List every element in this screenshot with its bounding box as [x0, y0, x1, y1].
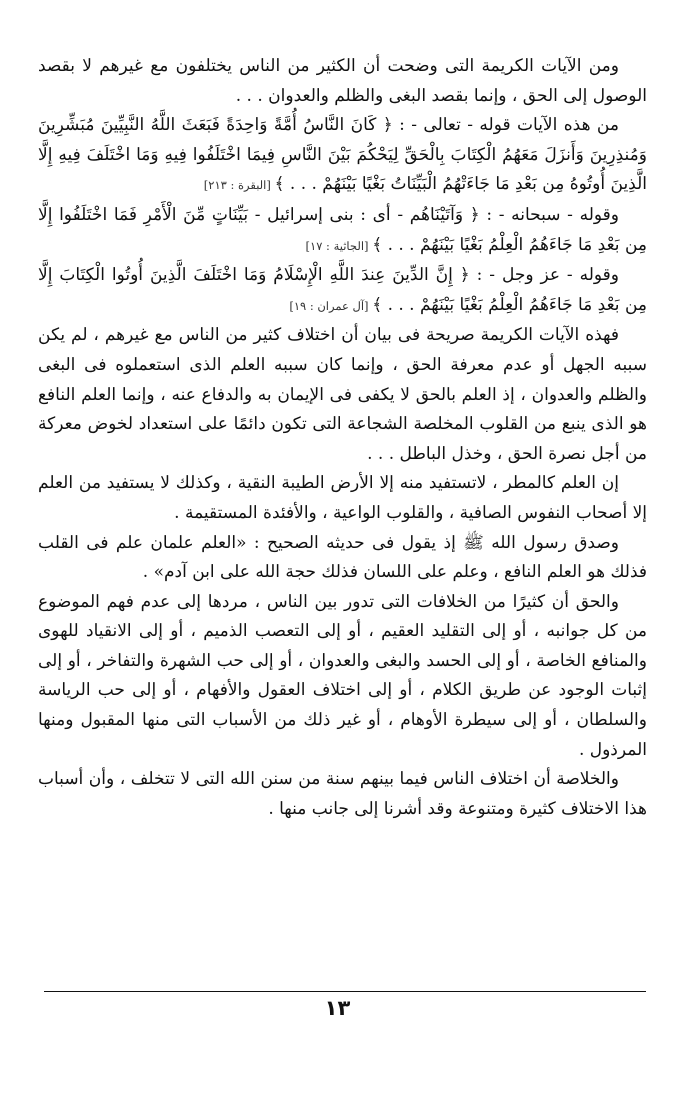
paragraph-text: إن العلم كالمطر ، لاتستفيد منه إلا الأرض الطيبة النقية ، وكذلك لا يستفيد من العلم إلا أصحاب النفوس الصافية ، والقلوب الواعية ، والأفئدة المستقيمة .	[38, 473, 647, 523]
quran-verse: ﴿ إِنَّ الدِّينَ عِندَ اللَّهِ الْإِسْلَامُ وَمَا اخْتَلَفَ الَّذِينَ أُوتُوا الْكِتَابَ إِلَّا مِن بَعْدِ مَا جَاءَهُمُ الْعِلْمُ بَغْيًا بَيْنَهُمْ . . . ﴾	[38, 265, 647, 315]
quran-verse: ﴿ وَآتَيْنَاهُم - أى : بنى إسرائيل - بَيِّنَاتٍ مِّنَ الْأَمْرِ فَمَا اخْتَلَفُوا إِلَّا مِن بَعْدِ مَا جَاءَهُمُ الْعِلْمُ بَغْيًا بَيْنَهُمْ . . . ﴾	[38, 204, 647, 255]
paragraph-text: وقوله - سبحانه - :	[479, 204, 619, 225]
paragraph-2	[38, 111, 647, 201]
paragraph-8	[38, 588, 647, 766]
paragraph-text: والحق أن كثيرًا من الخلافات التى تدور بين الناس ، مردها إلى عدم فهم الموضوع من كل جوانبه ، أو إلى التقليد العقيم ، أو إلى التعصب الذميم ، أو إلى الانقياد للهوى والمنافع الخاصة ، أو إلى الحسد والبغى والعدوان ، أو إلى حب الشهرة والتفاخر ، أو إلى إثبات الوجود عن طريق الكلام ، أو إلى اختلاف العقول والأفهام ، أو إلى حب الرياسة والسلطان ، أو إلى سيطرة الأوهام ، أو غير ذلك من الأسباب التى منها المقبول ومنها المرذول .	[38, 591, 647, 760]
paragraph-3	[38, 201, 647, 261]
paragraph-5	[38, 321, 647, 469]
paragraph-6	[38, 469, 647, 528]
body-text	[38, 52, 647, 824]
paragraph-text: من هذه الآيات قوله - تعالى - :	[392, 115, 619, 136]
paragraph-text: وصدق رسول الله ﷺ إذ يقول فى حديثه الصحيح : «العلم علمان علم فى القلب فذلك هو العلم النافع ، وعلم على اللسان فذلك حجة الله على ابن آدم» .	[38, 532, 647, 583]
verse-reference: [الجاثية : ١٧]	[305, 238, 373, 253]
paragraph-text: ومن الآيات الكريمة التى وضحت أن الكثير من الناس يختلفون مع غيرهم لا بقصد الوصول إلى الحق ، وإنما بقصد البغى والظلم والعدوان . . .	[38, 56, 647, 106]
verse-reference: [آل عمران : ١٩]	[289, 298, 373, 313]
paragraph-7	[38, 529, 647, 588]
page-number: ١٣	[324, 996, 351, 1020]
paragraph-4	[38, 261, 647, 321]
paragraph-text: فهذه الآيات الكريمة صريحة فى بيان أن اختلاف كثير من الناس مع غيرهم ، لم يكن سببه الجهل أو عدم معرفة الحق ، وإنما كان سببه العلم الذى استعملوه فى البغى والظلم والعدوان ، إذ العلم بالحق لا يكفى فى الإيمان به والدفاع عنه ، وإنما العلم النافع هو الذى ينبع من القلوب المخلصة الشجاعة التى تكون دائمًا على استعداد لخوض معركة من أجل نصرة الحق ، وخذل الباطل . . .	[38, 325, 647, 464]
paragraph-text: والخلاصة أن اختلاف الناس فيما بينهم سنة من سنن الله التى لا تتخلف ، وأن أسباب هذا الاختلاف كثيرة ومتنوعة وقد أشرنا إلى جانب منها .	[38, 769, 647, 819]
paragraph-9	[38, 765, 647, 824]
paragraph-1	[38, 52, 647, 111]
paragraph-text: وقوله - عز وجل - :	[469, 265, 619, 286]
quran-verse: ﴿ كَانَ النَّاسُ أُمَّةً وَاحِدَةً فَبَعَثَ اللَّهُ النَّبِيِّينَ مُبَشِّرِينَ وَمُنذِرِينَ وَأَنزَلَ مَعَهُمُ الْكِتَابَ بِالْحَقِّ لِيَحْكُمَ بَيْنَ النَّاسِ فِيمَا اخْتَلَفُوا فِيهِ وَمَا اخْتَلَفَ فِيهِ إِلَّا الَّذِينَ أُوتُوهُ مِن بَعْدِ مَا جَاءَتْهُمُ الْبَيِّنَاتُ بَغْيًا بَيْنَهُمْ . . . ﴾	[38, 115, 647, 195]
verse-reference: [البقرة : ٢١٣]	[203, 178, 275, 193]
footer-divider	[44, 991, 646, 992]
